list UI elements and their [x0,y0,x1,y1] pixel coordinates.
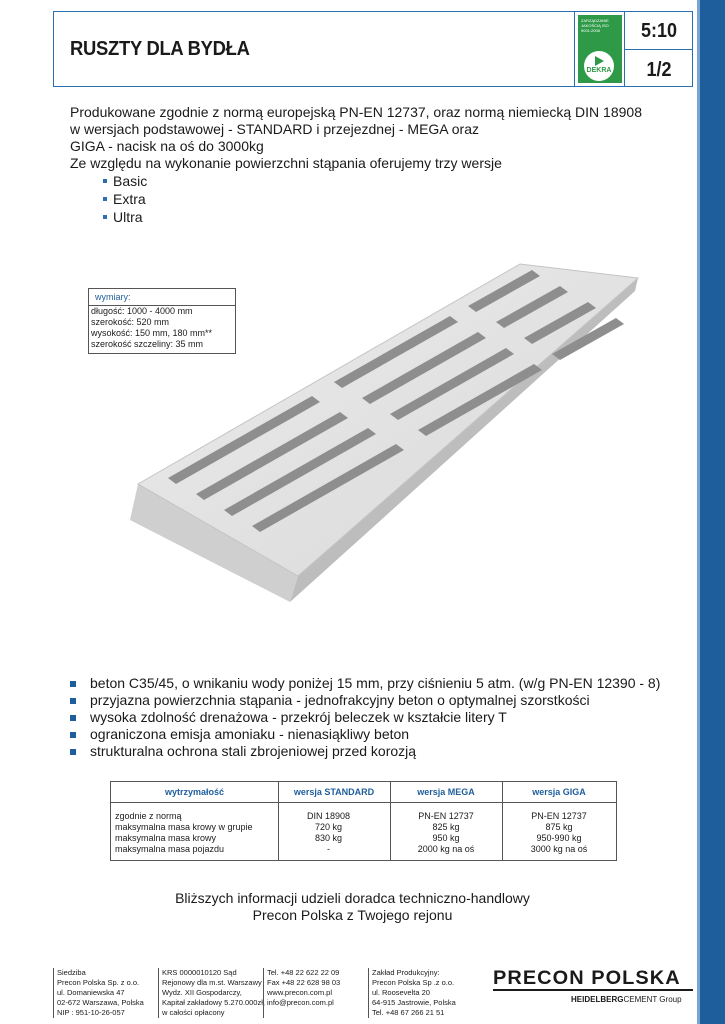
list-item: strukturalna ochrona stali zbrojeniowej przed korozją [70,743,690,760]
table-column [390,811,502,855]
table-cell: 2000 kg na oś [417,844,475,854]
dimensions-box [88,288,236,354]
table-cell: 3000 kg na oś [530,844,588,854]
header-box [53,11,693,87]
table-cell: maksymalna masa krowy [115,833,217,843]
table-cell: zgodnie z normą [115,811,182,821]
intro-line: Ze względu na wykonanie powierzchni stąpania oferujemy trzy wersje [70,155,502,171]
cert-brand: DEKRA [586,67,612,74]
list-item: Ultra [103,208,690,226]
group-name: HEIDELBERGCEMENT Group [571,995,682,1004]
column-header: wytrzymałość [164,787,225,797]
precon-logo [493,968,693,1008]
table-cell: maksymalna masa krowy w grupie [115,822,253,832]
contact-note [0,890,725,924]
certificate-badge [574,12,624,87]
intro-line: GIGA - nacisk na oś do 3000kg [70,138,264,154]
table-cell: 950 kg [432,833,460,843]
versions-list [70,172,690,226]
list-item: ograniczona emisja amoniaku - nienasiąkliwy beton [70,726,690,743]
table-cell: maksymalna masa pojazdu [115,844,225,854]
table-cell: 720 kg [314,822,343,832]
dimension-line: szerokość: 520 mm [91,317,170,327]
column-header: wersja MEGA [417,787,475,797]
table-column [115,811,278,855]
table-cell: - [327,844,330,854]
specification-table [110,781,617,861]
table-cell: 950-990 kg [536,833,582,843]
list-item: wysoka zdolność drenażowa - przekrój beleczek w kształcie litery T [70,709,690,726]
table-cell: PN-EN 12737 [418,811,474,821]
footer-plant: Zakład Produkcyjny: Precon Polska Sp .z o.o. ul. Roosevelta 20 64-915 Jastrowie, Polska Tel. +48 67 266 21 51 [368,968,456,1018]
footer-registry: KRS 0000010120 Sąd Rejonowy dla m.st. Warszawy Wydz. XII Gospodarczy, Kapitał zakładowy 5.270.000zł, w całości opłacony [158,968,265,1018]
dimension-line: długość: 1000 - 4000 mm [91,306,193,316]
table-cell: PN-EN 12737 [531,811,587,821]
features-list [70,675,690,760]
list-item: beton C35/45, o wnikaniu wody poniżej 15 mm, przy ciśnieniu 5 atm. (w/g PN-EN 12390 - 8) [70,675,690,692]
dimension-line: wysokość: 150 mm, 180 mm** [91,328,213,338]
page-number: 1/2 [646,59,672,81]
footer-contact: Tel. +48 22 622 22 09 Fax +48 22 628 98 03 www.precon.com.pl info@precon.com.pl [263,968,340,1018]
table-column [278,811,379,855]
table-cell: 875 kg [545,822,573,832]
contact-line: Bliższych informacji udzieli doradca techniczno-handlowy [175,890,530,906]
logo-text: PRECON POLSKA [493,968,681,989]
table-cell: 830 kg [314,833,343,843]
footer-company-address: Siedziba Precon Polska Sp. z o.o. ul. Domaniewska 47 02-672 Warszawa, Polska NIP : 951-10-26-057 [53,968,144,1018]
dimensions-heading: wymiary: [89,289,235,306]
intro-text [70,104,690,226]
page-number-box [624,12,693,87]
dimension-line: szerokość szczeliny: 35 mm [91,339,204,349]
table-column [502,811,616,855]
list-item: Basic [103,172,690,190]
column-header: wersja GIGA [532,787,586,797]
dekra-logo-icon [584,51,614,81]
intro-line: Produkowane zgodnie z normą europejską PN-EN 12737, oraz normą niemiecką DIN 18908 [70,104,642,120]
column-header: wersja STANDARD [293,787,375,797]
list-item: przyjazna powierzchnia stąpania - jednofrakcyjny beton o optymalnej szorstkości [70,692,690,709]
table-header [111,782,616,803]
contact-line: Precon Polska z Twojego rejonu [252,907,453,923]
page-title: RUSZTY DLA BYDŁA [70,38,250,60]
cert-text: ZARZĄDZANIE JAKOŚCIĄ ISO 9001:2008 [581,18,609,33]
page-code: 5:10 [640,20,678,42]
table-cell: DIN 18908 [306,811,351,821]
intro-line: w wersjach podstawowej - STANDARD i przejezdnej - MEGA oraz [70,121,479,137]
table-cell: 825 kg [432,822,460,832]
list-item: Extra [103,190,690,208]
side-strip [700,0,725,1024]
